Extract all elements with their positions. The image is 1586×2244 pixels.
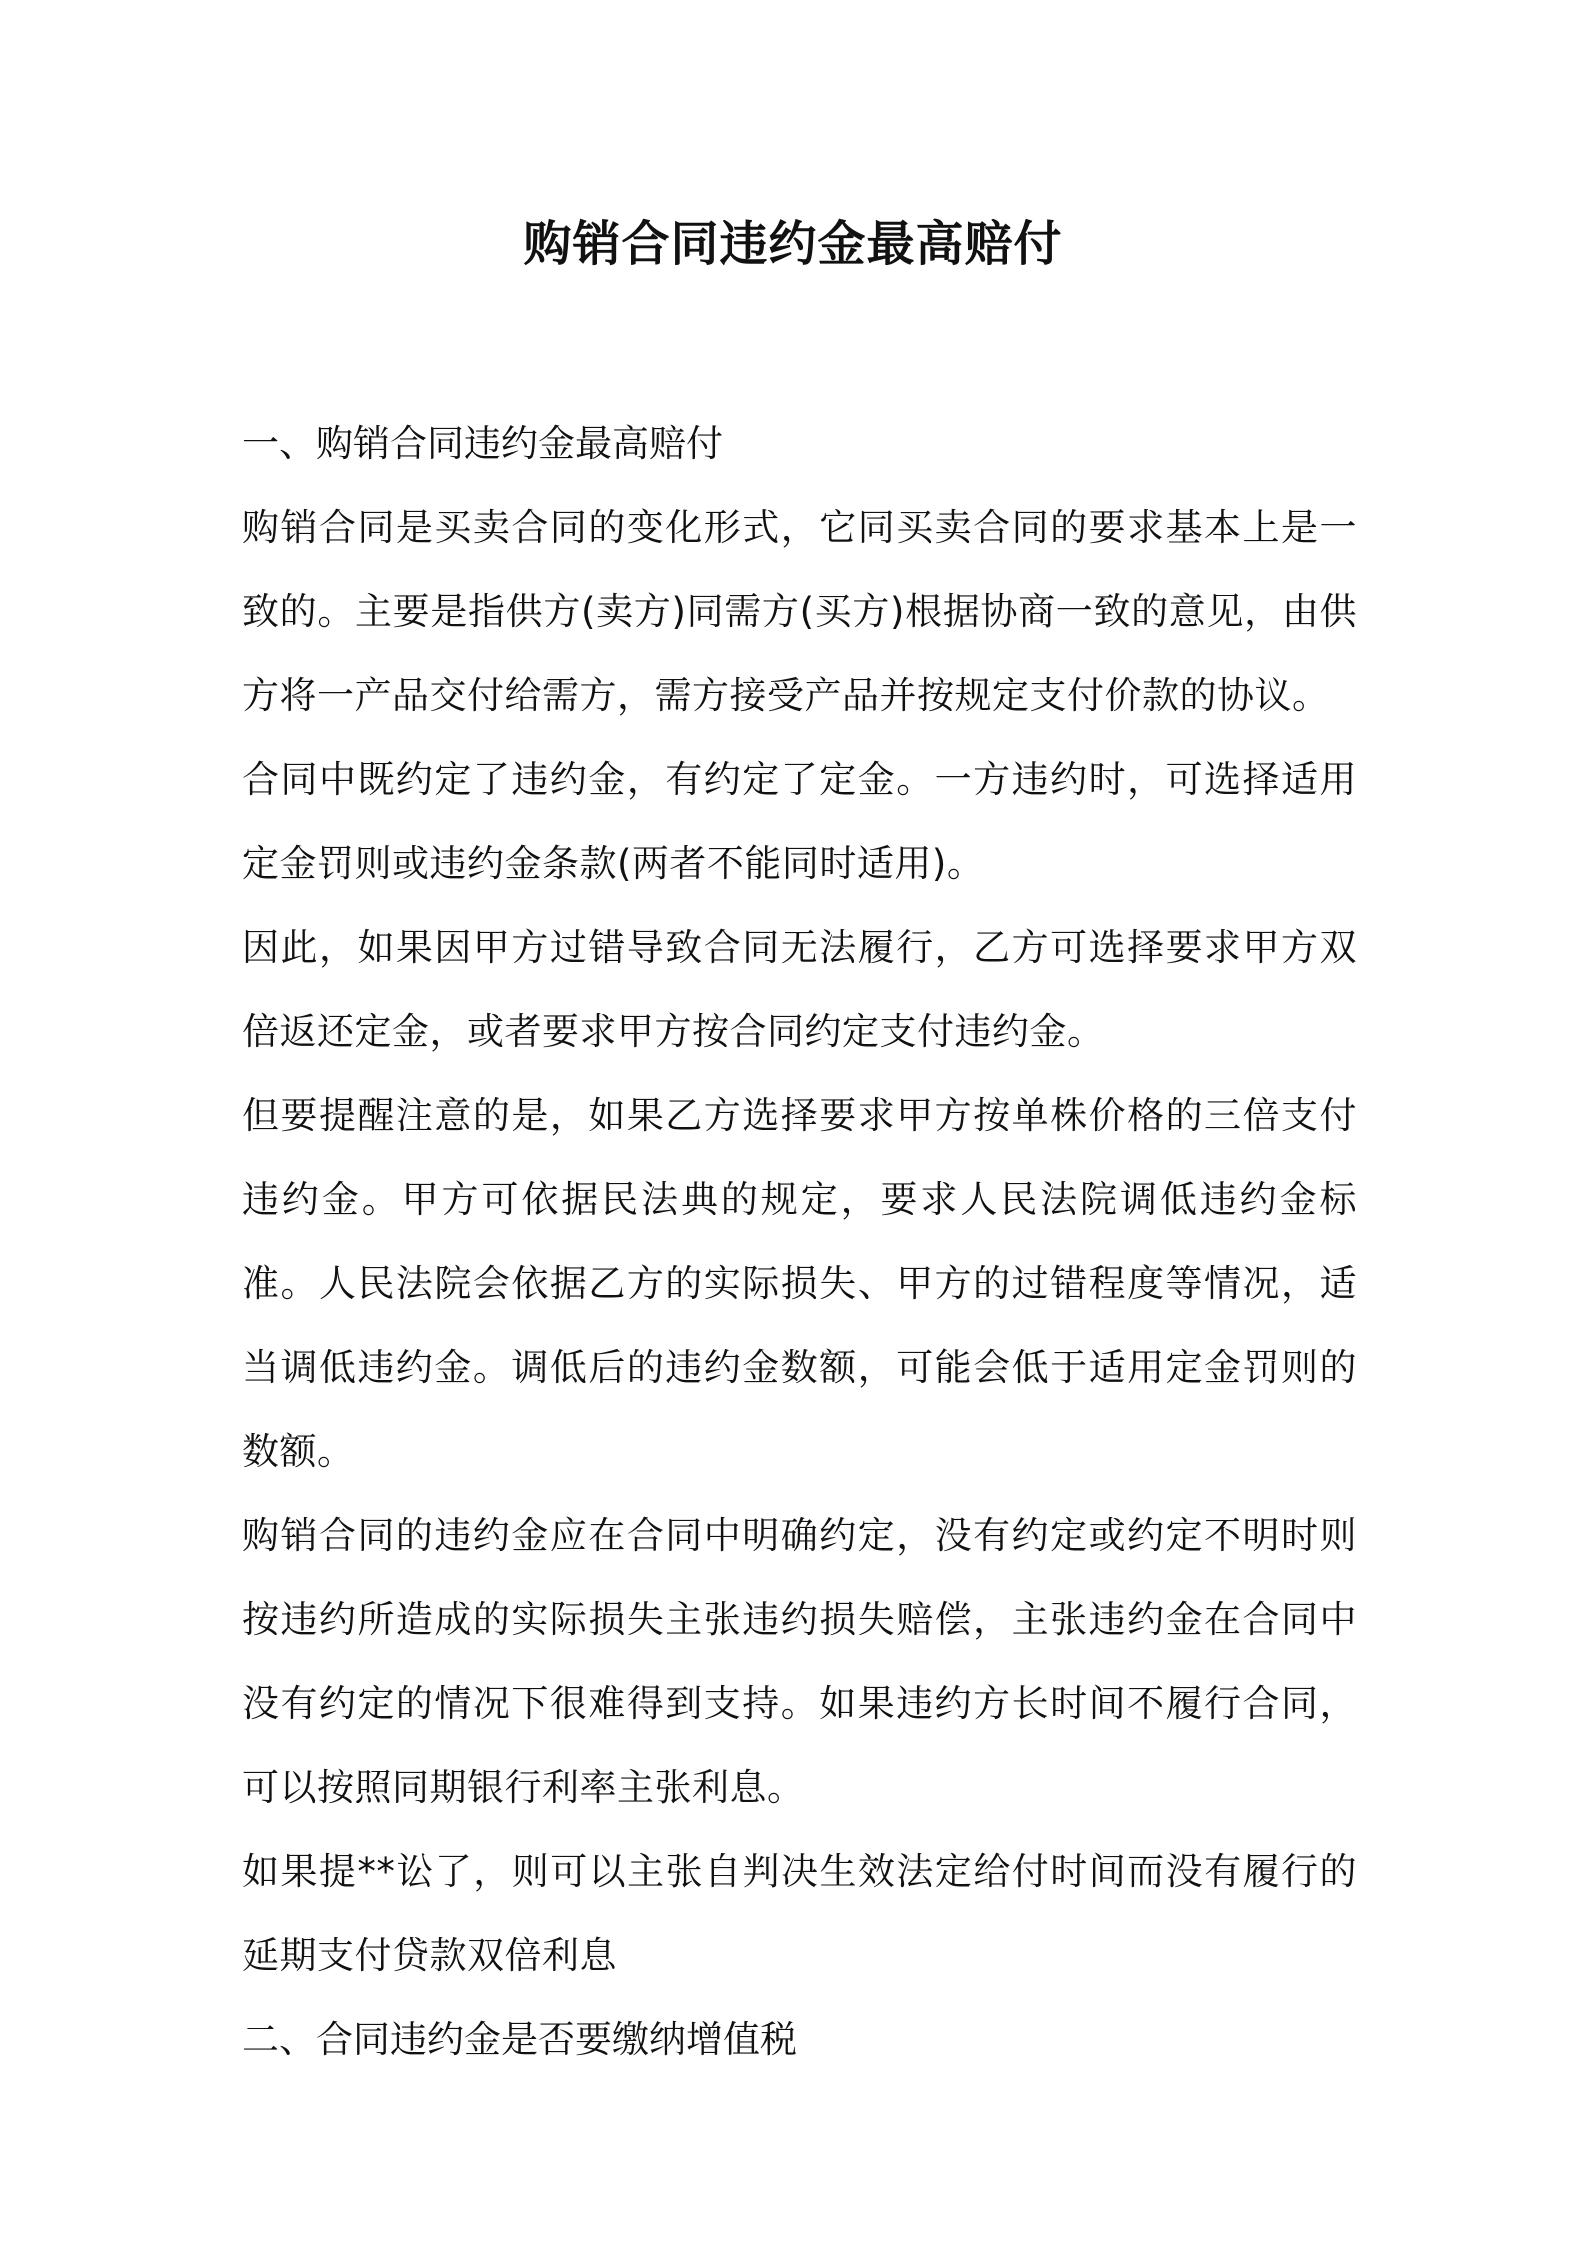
paragraph-explicit-agreement: 购销合同的违约金应在合同中明确约定，没有约定或约定不明时则按违约所造成的实际损失主张违约损失赔偿，主张违约金在合同中没有约定的情况下很难得到支持。如果违约方长时间不履行合同，可以按照同期银行利率主张利息。 — [242, 1514, 1357, 1809]
paragraph-definition: 购销合同是买卖合同的变化形式，它同买卖合同的要求基本上是一致的。主要是指供方(卖方)同需方(买方)根据协商一致的意见，由供方将一产品交付给需方，需方接受产品并按规定支付价款的协议。 — [242, 506, 1357, 717]
document-body — [242, 402, 1357, 2082]
paragraph-reduce-penalty: 但要提醒注意的是，如果乙方选择要求甲方按单株价格的三倍支付违约金。甲方可依据民法典的规定，要求人民法院调低违约金标准。人民法院会依据乙方的实际损失、甲方的过错程度等情况，适当调低违约金。调低后的违约金数额，可能会低于适用定金罚则的数额。 — [242, 1094, 1357, 1473]
paragraph-litigation-interest: 如果提**讼了，则可以主张自判决生效法定给付时间而没有履行的延期支付贷款双倍利息 — [242, 1850, 1357, 1977]
paragraph-deposit-choice: 合同中既约定了违约金，有约定了定金。一方违约时，可选择适用定金罚则或违约金条款(两者不能同时适用)。 — [242, 758, 1357, 885]
section-heading-1: 一、购销合同违约金最高赔付 — [242, 422, 723, 465]
paragraph-double-deposit: 因此，如果因甲方过错导致合同无法履行，乙方可选择要求甲方双倍返还定金，或者要求甲方按合同约定支付违约金。 — [242, 926, 1357, 1053]
section-heading-2: 二、合同违约金是否要缴纳增值税 — [242, 2018, 797, 2061]
document-title: 购销合同违约金最高赔付 — [523, 216, 1063, 272]
